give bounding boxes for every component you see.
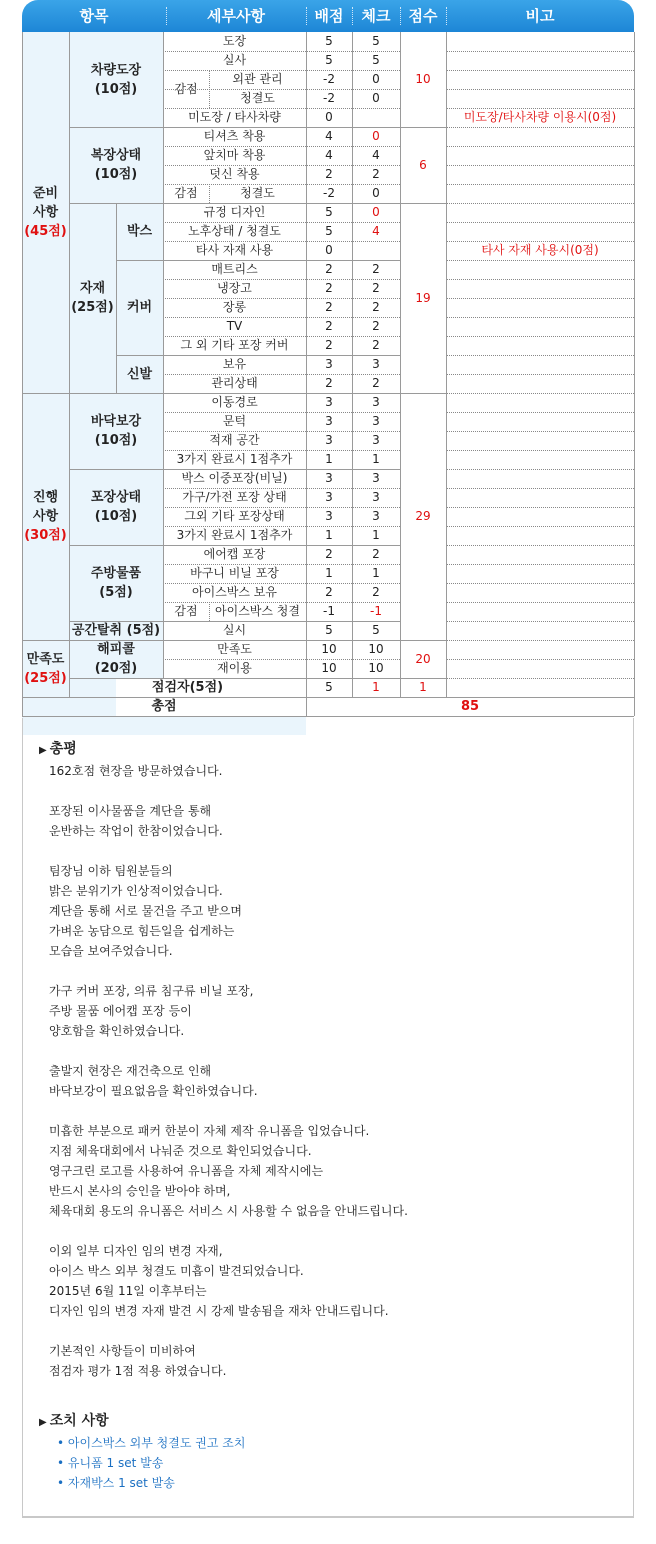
points-cell: 1 [325, 528, 333, 542]
points-cell: 3 [325, 433, 333, 447]
check-cell: 3 [372, 433, 380, 447]
summary-line: 주방 물품 에어캡 포장 등이 [49, 1004, 192, 1018]
detail-cell: 관리상태 [211, 376, 258, 390]
check-cell: 5 [372, 623, 380, 637]
points-cell: 2 [325, 338, 333, 352]
score-cell: 10 [415, 72, 431, 86]
group-title: 차량도장 [90, 62, 142, 78]
check-cell: 2 [372, 585, 380, 599]
points-cell: 10 [321, 642, 337, 656]
summary-line: 미흡한 부분으로 패커 한분이 자체 제작 유니폼을 입었습니다. [49, 1124, 370, 1138]
check-cell: 3 [372, 471, 380, 485]
check-cell: 2 [372, 338, 380, 352]
points-cell: 0 [325, 110, 333, 124]
check-cell: 1 [372, 528, 380, 542]
bullet-icon: • [57, 1436, 68, 1450]
check-cell: 5 [372, 34, 380, 48]
check-cell: 2 [372, 262, 380, 276]
group-subtitle: (10점) [94, 81, 138, 97]
check-cell: -1 [370, 604, 382, 618]
points-cell: 2 [325, 585, 333, 599]
check-cell: 1 [372, 680, 380, 694]
detail-cell: 아이스박스 청결 [215, 604, 300, 618]
summary-line: 바닥보강이 필요없음을 확인하였습니다. [49, 1084, 258, 1098]
check-cell: 3 [372, 414, 380, 428]
detail-cell: 덧신 착용 [209, 167, 260, 181]
points-cell: 3 [325, 471, 333, 485]
detail-cell: 보유 [222, 357, 247, 371]
subgroup-box [116, 203, 163, 260]
check-cell: 3 [372, 490, 380, 504]
points-cell: 10 [321, 661, 337, 675]
check-cell: 10 [368, 642, 384, 656]
points-cell: 2 [325, 376, 333, 390]
header-check: 체크 [361, 7, 391, 25]
check-cell: 0 [372, 72, 380, 86]
table-header [22, 0, 634, 32]
triangle-icon: ▶ [39, 1417, 47, 1428]
action-item: • 아이스박스 외부 청결도 권고 조치 [57, 1436, 246, 1450]
detail-cell: 외관 관리 [232, 72, 283, 86]
detail-cell: 티셔츠 착용 [203, 129, 266, 143]
summary-line: 영구크린 로고를 사용하여 유니폼을 자체 제작시에는 [49, 1164, 324, 1178]
group-title: 바닥보강 [90, 414, 142, 429]
check-cell: 3 [372, 395, 380, 409]
category-points: (25점) [24, 670, 67, 686]
points-cell: 2 [325, 547, 333, 561]
detail-cell: 규정 디자인 [203, 205, 266, 219]
points-cell: -2 [323, 186, 335, 200]
summary-line: 가벼운 농담으로 힘든일을 쉽게하는 [49, 924, 235, 938]
points-cell: -2 [323, 72, 335, 86]
points-cell: 3 [325, 414, 333, 428]
group-subtitle: (5점) [99, 585, 133, 600]
points-cell: 5 [325, 224, 333, 238]
total-label-cell [22, 697, 306, 716]
detail-cell: TV [226, 319, 243, 333]
detail-cell: 청결도 [240, 186, 275, 200]
group-subtitle: (10점) [94, 167, 138, 182]
check-cell: 0 [372, 129, 380, 143]
header-note: 비고 [525, 7, 555, 25]
summary-line: 밝은 분위기가 인상적이었습니다. [49, 884, 223, 898]
bullet-icon: • [57, 1456, 68, 1470]
category-satisfaction [22, 640, 69, 697]
summary-line: 운반하는 작업이 한참이었습니다. [49, 824, 223, 838]
points-cell: 3 [325, 357, 333, 371]
deduction-label: 감점 [174, 81, 198, 96]
detail-cell: 박스 이중포장(비닐) [181, 471, 288, 485]
summary-title: ▶ 총평 [39, 741, 77, 757]
check-cell: 3 [372, 509, 380, 523]
detail-cell: 재이용 [217, 661, 252, 675]
detail-cell: 실시 [222, 623, 247, 637]
detail-cell: 매트리스 [211, 262, 258, 276]
detail-cell: 아이스박스 보유 [192, 585, 277, 599]
points-cell: 0 [325, 243, 333, 257]
detail-cell: 냉장고 [217, 281, 252, 295]
group-packing [69, 469, 163, 545]
header-detail: 세부사항 [207, 7, 265, 25]
group-inspector [69, 678, 306, 697]
detail-cell: 적재 공간 [209, 433, 260, 447]
deduction-label: 감점 [174, 186, 198, 200]
group-title: 자재 [79, 281, 106, 296]
detail-cell: 가구/가전 포장 상태 [182, 490, 287, 504]
check-cell: 2 [372, 376, 380, 390]
summary-panel [22, 718, 634, 1518]
note-cell: 미도장/타사차량 이용시(0점) [463, 110, 617, 124]
action-item: • 자재박스 1 set 발송 [57, 1476, 175, 1490]
detail-cell: 바구니 비닐 포장 [190, 566, 279, 580]
detail-cell: 장롱 [222, 300, 247, 314]
points-cell: 3 [325, 509, 333, 523]
deduction-label: 감점 [174, 604, 198, 618]
group-subtitle: (25점) [71, 300, 114, 315]
summary-line: 점검자 평가 1점 적용 하였습니다. [49, 1364, 227, 1378]
points-cell: 5 [325, 53, 333, 67]
summary-line: 출발지 현장은 재건축으로 인해 [49, 1064, 212, 1078]
summary-line: 162호점 현장을 방문하였습니다. [49, 764, 223, 778]
summary-line: 이외 일부 디자인 임의 변경 자재, [49, 1244, 223, 1258]
subgroup-title: 커버 [126, 300, 153, 315]
action-item: • 유니폼 1 set 발송 [57, 1456, 164, 1470]
group-title: 포장상태 [90, 490, 142, 505]
group-subtitle: (10점) [94, 509, 138, 524]
points-cell: 2 [325, 262, 333, 276]
points-cell: -2 [323, 91, 335, 105]
group-title: 점검자(5점) [151, 680, 224, 695]
detail-cell: 3가지 완료시 1점추가 [176, 452, 293, 466]
check-cell: 1 [372, 452, 380, 466]
detail-cell: 앞치마 착용 [203, 148, 266, 162]
points-cell: 5 [325, 680, 333, 694]
check-cell: 0 [372, 91, 380, 105]
points-cell: -1 [323, 604, 335, 618]
summary-line: 양호함을 확인하였습니다. [49, 1024, 185, 1038]
detail-cell: 그 외 기타 포장 커버 [180, 338, 289, 352]
header-item: 항목 [79, 7, 109, 25]
group-vehicle [69, 32, 163, 127]
score-cell: 20 [415, 651, 431, 666]
total-value-cell [306, 697, 634, 716]
score-cell: 29 [415, 509, 431, 523]
points-cell: 4 [325, 148, 333, 162]
category-label: 사항 [32, 509, 59, 524]
points-cell: 2 [325, 300, 333, 314]
detail-cell: 노후상태 / 청결도 [188, 224, 281, 238]
summary-line: 가구 커버 포장, 의류 침구류 비닐 포장, [49, 984, 254, 998]
check-cell: 4 [372, 224, 380, 238]
detail-cell: 실사 [222, 53, 247, 67]
total-value: 85 [460, 699, 480, 714]
category-label: 준비 [32, 186, 59, 201]
category-points: (45점) [24, 224, 67, 239]
detail-cell: 이동경로 [211, 395, 258, 409]
summary-line: 계단을 통해 서로 물건을 주고 받으며 [49, 904, 242, 918]
summary-line: 포장된 이사물품을 계단을 통해 [49, 804, 212, 818]
score-cell: 1 [419, 680, 427, 694]
points-cell: 5 [325, 623, 333, 637]
group-floor [69, 393, 163, 469]
group-kitchen [69, 545, 163, 621]
check-cell: 2 [372, 167, 380, 181]
detail-cell: 도장 [222, 34, 247, 48]
triangle-icon: ▶ [39, 745, 47, 756]
check-cell: 2 [372, 300, 380, 314]
group-attire [69, 127, 163, 203]
header-score: 점수 [408, 7, 438, 25]
detail-cell: 3가지 완료시 1점추가 [176, 528, 293, 542]
detail-cell: 만족도 [217, 642, 252, 656]
points-cell: 1 [325, 452, 333, 466]
summary-line: 모습을 보여주었습니다. [49, 944, 173, 958]
points-cell: 1 [325, 566, 333, 580]
points-cell: 5 [325, 205, 333, 219]
check-cell: 10 [368, 661, 384, 675]
check-cell: 2 [372, 547, 380, 561]
subgroup-title: 신발 [126, 366, 153, 382]
detail-cell: 문턱 [222, 414, 247, 428]
category-progress [22, 393, 69, 640]
subgroup-shoes [116, 355, 163, 393]
detail-cell: 타사 자재 사용 [195, 243, 274, 257]
points-cell: 5 [325, 34, 333, 48]
detail-cell: 청결도 [240, 91, 275, 105]
check-cell [352, 241, 400, 260]
score-cell: 6 [419, 157, 427, 172]
group-subtitle: (10점) [94, 433, 138, 448]
check-cell [352, 108, 400, 127]
points-cell: 2 [325, 167, 333, 181]
group-title: 주방물품 [90, 566, 142, 581]
detail-cell: 에어캡 포장 [203, 547, 266, 561]
check-cell: 5 [372, 53, 380, 67]
category-label: 만족도 [26, 651, 65, 667]
group-title: 복장상태 [90, 148, 142, 163]
header-points: 배점 [314, 7, 344, 25]
actions-title: ▶ 조치 사항 [39, 1413, 109, 1429]
group-subtitle: (20점) [94, 661, 138, 676]
check-cell: 3 [372, 357, 380, 371]
note-cell: 타사 자재 사용시(0점) [481, 243, 599, 257]
summary-line: 2015년 6월 11일 이후부터는 [49, 1284, 207, 1298]
summary-line: 지점 체육대회에서 나눠준 것으로 확인되었습니다. [49, 1144, 312, 1158]
group-materials [69, 203, 116, 393]
score-table [22, 32, 634, 718]
points-cell: 2 [325, 281, 333, 295]
group-title: 해피콜 [97, 642, 135, 657]
check-cell: 1 [372, 566, 380, 580]
summary-line: 팀장님 이하 팀원분들의 [49, 864, 173, 878]
category-label: 진행 [32, 490, 59, 505]
summary-line: 체육대회 용도의 유니폼은 서비스 시 사용할 수 없음을 안내드립니다. [49, 1204, 408, 1218]
detail-cell: 그외 기타 포장상태 [184, 509, 285, 523]
group-space [69, 621, 163, 640]
detail-cell: 미도장 / 타사차량 [188, 110, 281, 124]
summary-line: 기본적인 사항들이 미비하여 [49, 1344, 196, 1358]
category-prep [22, 32, 69, 393]
subgroup-cover [116, 260, 163, 355]
bullet-icon: • [57, 1476, 68, 1490]
points-cell: 4 [325, 129, 333, 143]
score-cell: 19 [415, 290, 431, 305]
summary-line: 디자인 임의 변경 자재 발견 시 강제 발송됨을 재차 안내드립니다. [49, 1304, 389, 1318]
summary-line: 아이스 박스 외부 청결도 미흡이 발견되었습니다. [49, 1264, 304, 1278]
points-cell: 3 [325, 490, 333, 504]
points-cell: 3 [325, 395, 333, 409]
check-cell: 4 [372, 148, 380, 162]
group-title: 공간탈취 (5점) [71, 623, 161, 638]
total-label: 총점 [151, 699, 177, 714]
check-cell: 0 [372, 186, 380, 200]
subgroup-title: 박스 [126, 224, 153, 239]
category-points: (30점) [24, 528, 67, 543]
check-cell: 2 [372, 281, 380, 295]
check-cell: 2 [372, 319, 380, 333]
group-happycall [69, 640, 163, 678]
points-cell: 2 [325, 319, 333, 333]
summary-line: 반드시 본사의 승인을 받아야 하며, [49, 1184, 231, 1198]
category-label: 사항 [32, 205, 59, 220]
check-cell: 0 [372, 205, 380, 219]
